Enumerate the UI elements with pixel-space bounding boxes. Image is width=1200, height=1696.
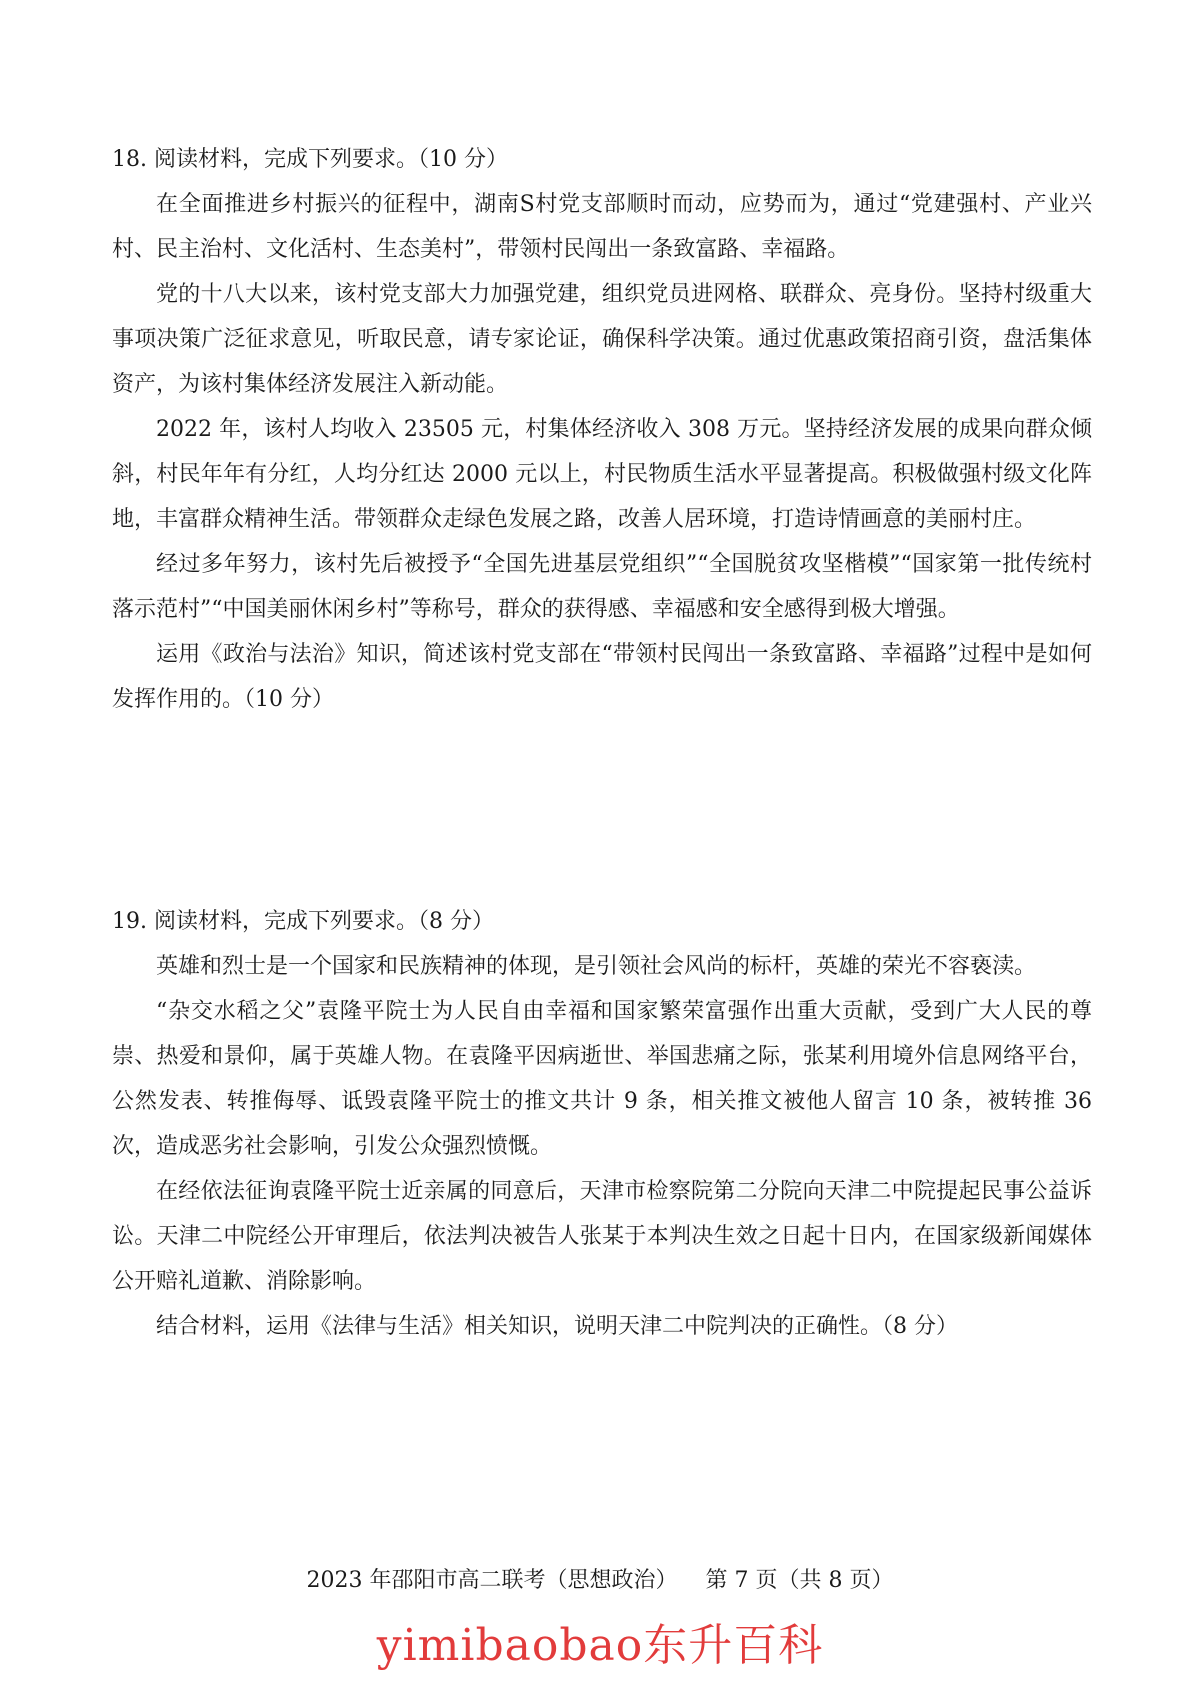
question-19-paragraph-3: 在经依法征询袁隆平院士近亲属的同意后，天津市检察院第二分院向天津二中院提起民事公益诉讼。天津二中院经公开审理后，依法判决被告人张某于本判决生效之日起十日内，在国家级新闻媒体公开赔礼道歉、消除影响。 xyxy=(112,1179,1092,1294)
question-18-paragraph-2: 党的十八大以来，该村党支部大力加强党建，组织党员进网格、联群众、亮身份。坚持村级重大事项决策广泛征求意见，听取民意，请专家论证，确保科学决策。通过优惠政策招商引资，盘活集体资产，为该村集体经济发展注入新动能。 xyxy=(112,282,1092,397)
question-19-paragraph-2: “杂交水稻之父”袁隆平院士为人民自由幸福和国家繁荣富强作出重大贡献，受到广大人民的尊崇、热爱和景仰，属于英雄人物。在袁隆平因病逝世、举国悲痛之际，张某利用境外信息网络平台，公然发表、转推侮辱、诋毁袁隆平院士的推文共计 9 条，相关推文被他人留言 10 条，被转推 36 次，造成恶劣社会影响，引发公众强烈愤慨。 xyxy=(112,999,1092,1159)
question-18-paragraph-3: 2022 年，该村人均收入 23505 元，村集体经济收入 308 万元。坚持经济发展的成果向群众倾斜，村民年年有分红，人均分红达 2000 元以上，村民物质生活水平显著提高。积极做强村级文化阵地，丰富群众精神生活。带领群众走绿色发展之路，改善人居环境，打造诗情画意的美丽村庄。 xyxy=(112,417,1092,532)
question-18-paragraph-1: 在全面推进乡村振兴的征程中，湖南S村党支部顺时而动，应势而为，通过“党建强村、产业兴村、民主治村、文化活村、生态美村”，带领村民闯出一条致富路、幸福路。 xyxy=(112,192,1092,262)
question-18-paragraph-4: 经过多年努力，该村先后被授予“全国先进基层党组织”“全国脱贫攻坚楷模”“国家第一批传统村落示范村”“中国美丽休闲乡村”等称号，群众的获得感、幸福感和安全感得到极大增强。 xyxy=(112,552,1092,622)
watermark-text: yimibaobao东升百科 xyxy=(376,1620,824,1671)
question-19 xyxy=(112,899,1092,1349)
question-18 xyxy=(112,137,1092,722)
question-19-prompt: 结合材料，运用《法律与生活》相关知识，说明天津二中院判决的正确性。（8 分） xyxy=(156,1314,958,1339)
question-18-prompt: 运用《政治与法治》知识，简述该村党支部在“带领村民闯出一条致富路、幸福路”过程中是如何发挥作用的。（10 分） xyxy=(112,642,1092,712)
question-19-paragraph-1: 英雄和烈士是一个国家和民族精神的体现，是引领社会风尚的标杆，英雄的荣光不容亵渎。 xyxy=(156,954,1037,979)
question-18-header: 18. 阅读材料，完成下列要求。（10 分） xyxy=(112,147,508,172)
question-19-header: 19. 阅读材料，完成下列要求。（8 分） xyxy=(112,909,494,934)
page-footer: 2023 年邵阳市高二联考（思想政治） 第 7 页（共 8 页） xyxy=(306,1568,894,1593)
